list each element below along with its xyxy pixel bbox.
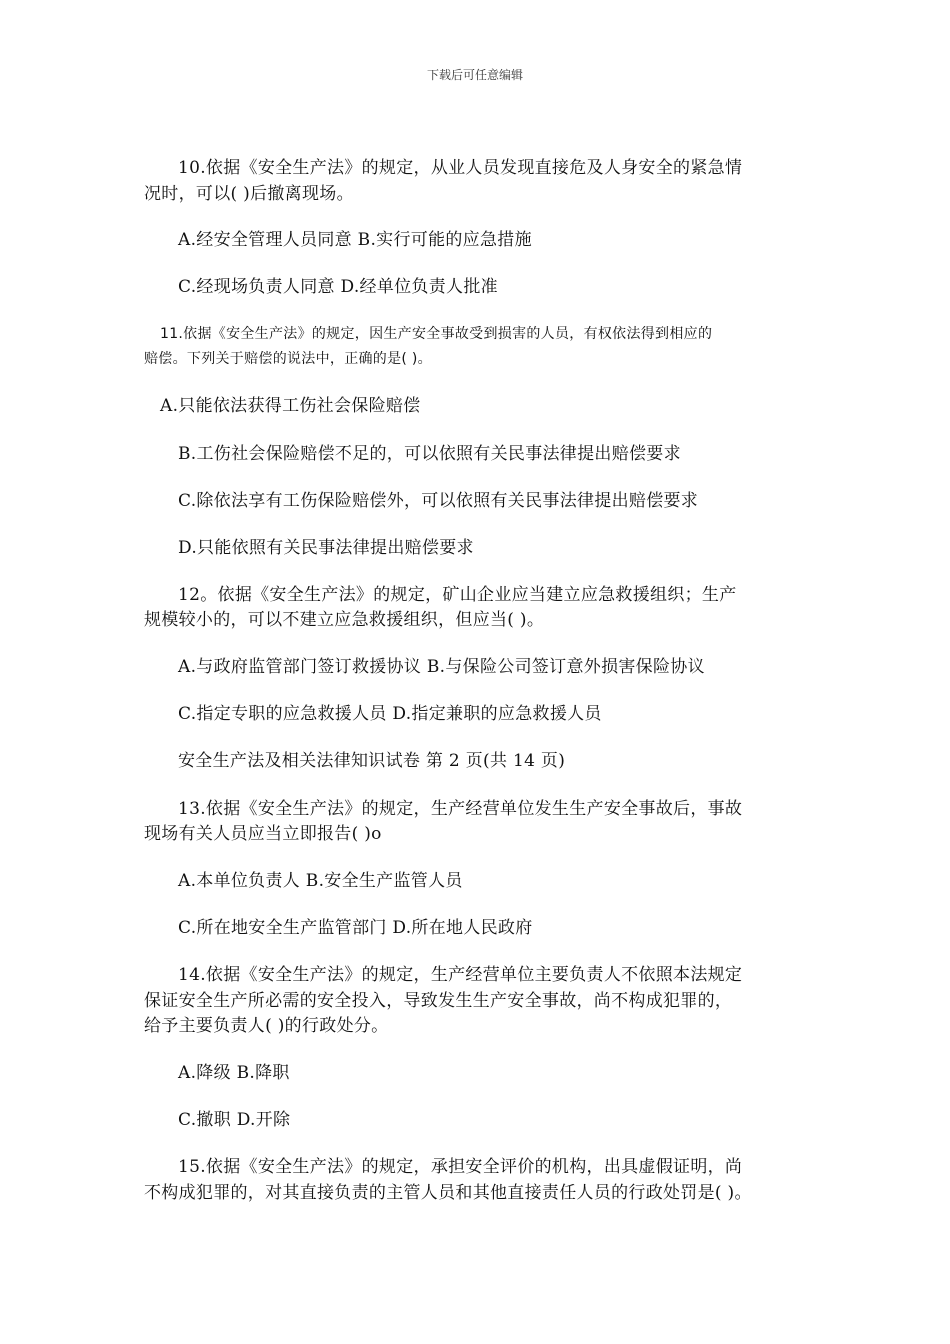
page-header: 下载后可任意编辑	[426, 68, 523, 82]
q12-stem-line-1: 12。依据《安全生产法》的规定，矿山企业应当建立应急救援组织；生产	[178, 585, 737, 605]
q13-stem-line-2: 现场有关人员应当立即报告( )o	[144, 824, 382, 844]
q11-option-c: C.除依法享有工伤保险赔偿外，可以依照有关民事法律提出赔偿要求	[178, 491, 699, 511]
q14-stem-line-2: 保证安全生产所必需的安全投入，导致发生生产安全事故，尚不构成犯罪的，	[144, 991, 733, 1011]
q13-options-cd: C.所在地安全生产监管部门 D.所在地人民政府	[178, 918, 533, 938]
q10-options-ab: A.经安全管理人员同意 B.实行可能的应急措施	[178, 230, 532, 250]
q14-options-cd: C.撤职 D.开除	[178, 1110, 291, 1130]
q10-options-cd: C.经现场负责人同意 D.经单位负责人批准	[178, 277, 498, 297]
q15-stem-line-2: 不构成犯罪的，对其直接负责的主管人员和其他直接责任人员的行政处罚是( )。	[144, 1183, 752, 1203]
q11-option-a: A.只能依法获得工伤社会保险赔偿	[160, 396, 421, 416]
q14-stem-line-3: 给予主要负责人( )的行政处分。	[144, 1016, 389, 1036]
q14-stem-line-1: 14.依据《安全生产法》的规定，生产经营单位主要负责人不依照本法规定	[178, 965, 743, 985]
q13-options-ab: A.本单位负责人 B.安全生产监管人员	[178, 871, 463, 891]
q12-options-cd: C.指定专职的应急救援人员 D.指定兼职的应急救援人员	[178, 704, 602, 724]
q12-stem-line-2: 规模较小的，可以不建立应急救援组织，但应当( )。	[144, 610, 545, 630]
q11-option-b: B.工伤社会保险赔偿不足的，可以依照有关民事法律提出赔偿要求	[178, 444, 681, 464]
q10-stem-line-1: 10.依据《安全生产法》的规定，从业人员发现直接危及人身安全的紧急情	[178, 158, 743, 178]
q12-options-ab: A.与政府监管部门签订救援协议 B.与保险公司签订意外损害保险协议	[178, 657, 705, 677]
q11-stem-line-1: 11.依据《安全生产法》的规定，因生产安全事故受到损害的人员，有权依法得到相应的	[160, 326, 713, 342]
q15-stem-line-1: 15.依据《安全生产法》的规定，承担安全评价的机构，出具虚假证明，尚	[178, 1157, 743, 1177]
q11-stem-line-2: 赔偿。下列关于赔偿的说法中，正确的是( )。	[144, 351, 432, 367]
q14-options-ab: A.降级 B.降职	[178, 1063, 290, 1083]
exam-page-footer: 安全生产法及相关法律知识试卷 第 2 页(共 14 页)	[178, 751, 566, 771]
q11-option-d: D.只能依照有关民事法律提出赔偿要求	[178, 538, 474, 558]
q10-stem-line-2: 况时，可以( )后撤离现场。	[144, 184, 354, 204]
q13-stem-line-1: 13.依据《安全生产法》的规定，生产经营单位发生生产安全事故后，事故	[178, 799, 743, 819]
